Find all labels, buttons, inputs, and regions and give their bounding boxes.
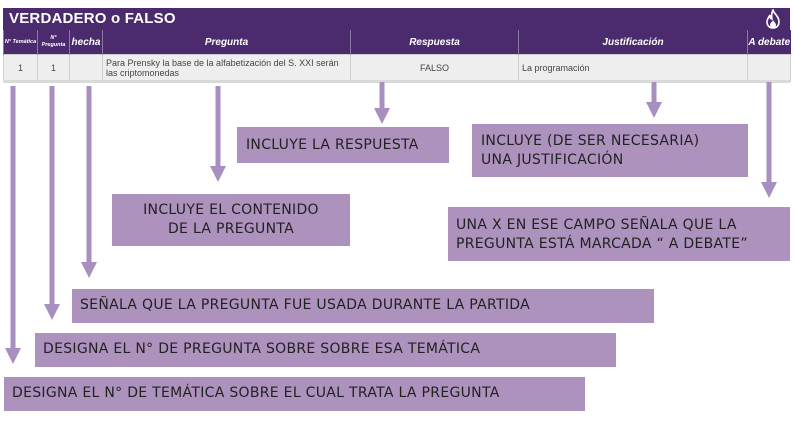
annotation-hecha-text: SEÑALA QUE LA PREGUNTA FUE USADA DURANTE LA PARTIDA [80,297,531,313]
arrow-hecha-head [81,262,97,278]
annotation-pregunta [112,194,350,246]
annotation-pregunta-line1: INCLUYE EL CONTENIDO [143,202,319,218]
arrow-debate-head [761,182,777,198]
col-tematica: N° Temática [4,30,38,55]
annotation-hecha [72,289,654,323]
col-respuesta: Respuesta [351,30,519,55]
cell-respuesta[interactable]: FALSO [351,55,519,82]
annotation-pregunta-num [35,333,616,367]
arrow-justificacion-head [646,102,662,118]
annotation-pregunta-num-text: DESIGNA EL N° DE PREGUNTA SOBRE SOBRE ESA TEMÁTICA [43,341,481,357]
cell-pregunta[interactable]: Para Prensky la base de la alfabetización del S. XXI serán las criptomonedas [103,55,351,82]
annotation-respuesta-text: INCLUYE LA RESPUESTA [246,137,419,153]
annotation-debate-line2: PREGUNTA ESTÁ MARCADA “ A DEBATE” [456,236,748,252]
arrow-pregunta-head [210,166,226,182]
annotation-debate [448,207,790,261]
annotation-respuesta [237,127,449,163]
col-pregunta-num: N° Pregunta [38,30,70,55]
arrow-respuesta-head [374,108,390,124]
arrow-tematica-head [5,348,21,364]
annotation-debate-line1: UNA X EN ESE CAMPO SEÑALA QUE LA [456,217,737,233]
annotation-justificacion [472,124,748,177]
col-justificacion: Justificación [519,30,748,55]
col-hecha: hecha [70,30,103,55]
annotation-tematica [4,377,585,411]
cell-tematica[interactable]: 1 [4,55,38,82]
annotation-tematica-text: DESIGNA EL N° DE TEMÁTICA SOBRE EL CUAL TRATA LA PREGUNTA [12,385,500,401]
annotation-justificacion-line1: INCLUYE (DE SER NECESARIA) [481,133,700,149]
arrow-pregunta-num-head [44,304,60,320]
col-pregunta: Pregunta [103,30,351,55]
col-a-debate: A debate [748,30,791,55]
annotation-justificacion-line2: UNA JUSTIFICACIÓN [481,152,624,168]
annotation-pregunta-line2: DE LA PREGUNTA [167,221,295,237]
cell-justificacion[interactable]: La programación [519,55,748,82]
cell-pregunta-num[interactable]: 1 [38,55,70,82]
table-title: VERDADERO o FALSO [9,10,176,27]
